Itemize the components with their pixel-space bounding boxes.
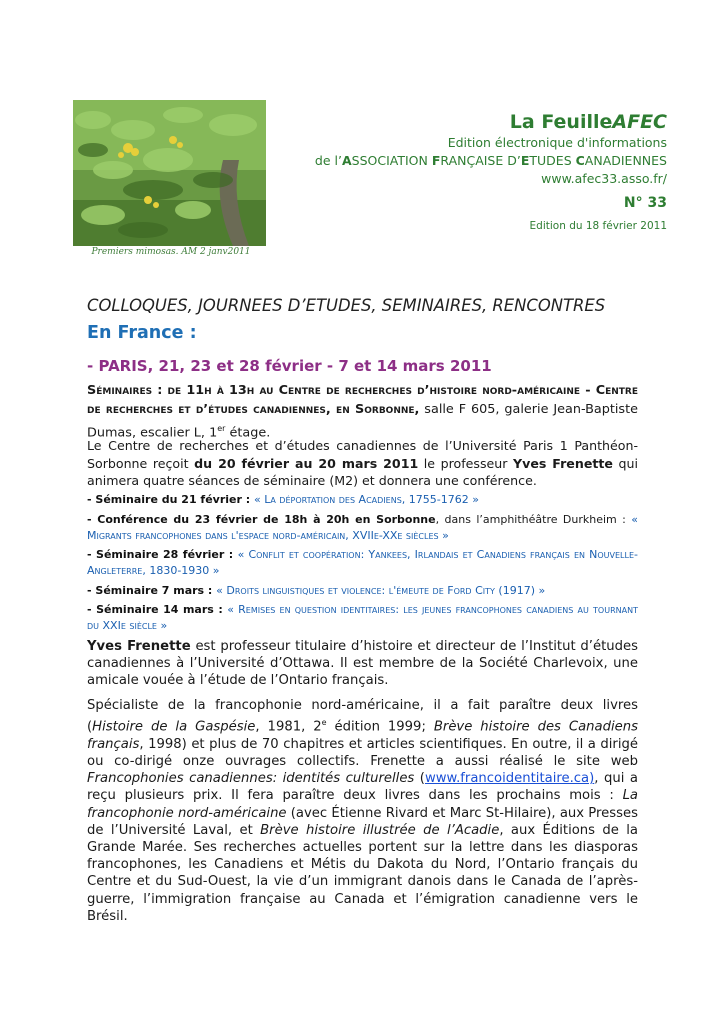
event-title: - PARIS, 21, 23 et 28 février - 7 et 14 mars 2011 (87, 357, 492, 375)
issue-number: N° 33 (623, 195, 667, 211)
francoidentitaire-link[interactable]: www.francoidentitaire.ca) (424, 771, 595, 787)
association-name: de l’ASSOCIATION FRANÇAISE D’ETUDES CANADIENNES (314, 153, 667, 168)
list-item: - Séminaire 28 février : « Conflit et coopération: Yankees, Irlandais et Canadiens français en Nouvelle-Angleterre, 1830-1930 » (87, 548, 638, 577)
masthead (315, 110, 667, 235)
section-subheading: En France : (87, 323, 197, 343)
bio-paragraph-2: Spécialiste de la francophonie nord-américaine, il a fait paraître deux livres (Histoire de la Gaspésie, 1981, 2e édition 1999; Brève histoire des Canadiens français, 1998) et plus de 70 chapitres et articles scientifiques. En outre, il a dirigé ou co-dirigé onze ouvrages collectifs. Frenette a aussi réalisé le site web Francophonies canadiennes: identités culturelles (www.francoidentitaire.ca), qui a reçu plusieurs prix. Il fera paraître deux livres dans les prochains mois : La francophonie nord-américaine (avec Étienne Rivard et Marc St-Hilaire), aux Presses de l’Université Laval, et Brève histoire illustrée de l’Acadie, aux Éditions de la Grande Marée. Ses recherches actuelles portent sur la lettre dans les diasporas francophones, les Canadiens et Métis du Dakota du Nord, l’Ontario français du Centre et du Sud-Ouest, la vie d’un immigrant danois dans le Canada de l’après-guerre, l’immigration française au Canada et l’émigration canadienne vers le Brésil. (87, 698, 638, 924)
photo-caption: Premiers mimosas. AM 2 janv2011 (91, 247, 251, 257)
website-link[interactable]: www.afec33.asso.fr/ (541, 171, 667, 186)
list-item: - Conférence du 23 février de 18h à 20h en Sorbonne, dans l’amphithéâtre Durkheim : « Migrants francophones dans l'espace nord-américain, XVIIe-XXe siècles » (87, 512, 638, 542)
list-item: - Séminaire 14 mars : « Remises en question identitaires: les jeunes francophones canadiens au tournant du XXIe siècle » (87, 603, 638, 632)
section-heading: COLLOQUES, JOURNEES D’ETUDES, SEMINAIRES, RENCONTRES (87, 296, 606, 315)
issue-date: Edition du 18 février 2011 (529, 220, 667, 232)
schedule-list (87, 492, 638, 638)
event-intro: Le Centre de recherches et d’études canadiennes de l’Université Paris 1 Panthéon-Sorbonne reçoit du 20 février au 20 mars 2011 le professeur Yves Frenette qui animera quatre séances de séminaire (M2) et donnera une conférence. (87, 438, 638, 488)
mimosa-photo (73, 100, 266, 246)
edition-subtitle: Edition électronique d'informations (447, 135, 667, 150)
bio-paragraph-1: Yves Frenette est professeur titulaire d’histoire et directeur de l’Institut d’études canadiennes à l’Université d’Ottawa. Il est membre de la Société Charlevoix, une amicale vouée à l’étude de l’Ontario français. (87, 639, 638, 689)
newsletter-title: La FeuilleAFEC (509, 111, 667, 133)
list-item: - Séminaire du 21 février : « La déportation des Acadiens, 1755-1762 » (87, 493, 479, 506)
seminar-heading: Séminaires : de 11h à 13h au Centre de recherches d’histoire nord-américaine - Centre de recherches et d’études canadiennes, en Sorbonne, salle F 605, galerie Jean-Baptiste Dumas, escalier L, 1er étage. (87, 383, 638, 441)
list-item: - Séminaire 7 mars : « Droits linguistiques et violence: l'émeute de Ford City (1917) » (87, 583, 546, 597)
